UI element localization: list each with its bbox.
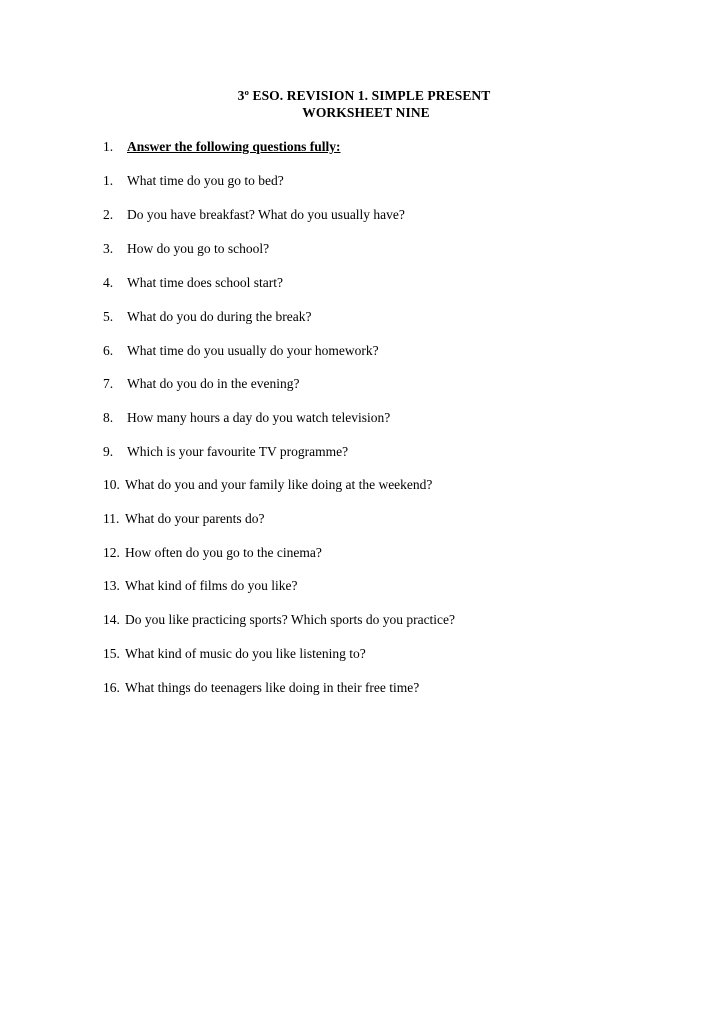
question-row <box>103 476 432 494</box>
question-number: 3. <box>103 241 114 256</box>
instruction-text: Answer the following questions fully: <box>127 139 341 154</box>
question-text: Do you like practicing sports? Which sports do you practice? <box>125 612 456 627</box>
question-row <box>103 679 419 697</box>
question-text: What time do you usually do your homework? <box>127 343 379 358</box>
instruction-row <box>103 138 341 156</box>
question-number: 15. <box>103 646 120 661</box>
question-number: 16. <box>103 680 120 695</box>
question-row <box>103 342 379 360</box>
question-number: 4. <box>103 275 114 290</box>
question-number: 11. <box>103 511 120 526</box>
question-number: 8. <box>103 410 114 425</box>
question-text: Do you have breakfast? What do you usually have? <box>127 207 405 222</box>
question-number: 7. <box>103 376 114 391</box>
question-row <box>103 544 322 562</box>
question-number: 9. <box>103 444 114 459</box>
question-number: 2. <box>103 207 114 222</box>
worksheet-title <box>0 87 728 121</box>
question-row <box>103 409 390 427</box>
question-row <box>103 206 405 224</box>
question-row <box>103 443 348 461</box>
question-row <box>103 577 297 595</box>
question-number: 6. <box>103 343 114 358</box>
question-row <box>103 240 269 258</box>
question-text: What things do teenagers like doing in their free time? <box>125 680 420 695</box>
question-text: How do you go to school? <box>127 241 270 256</box>
question-number: 12. <box>103 545 120 560</box>
title-line-1: 3º ESO. REVISION 1. SIMPLE PRESENT <box>237 88 491 103</box>
title-line-2: WORKSHEET NINE <box>302 105 430 120</box>
question-row <box>103 375 299 393</box>
question-text: What kind of music do you like listening to? <box>125 646 366 661</box>
question-row <box>103 274 283 292</box>
question-text: What kind of films do you like? <box>125 578 298 593</box>
question-text: What do you do in the evening? <box>127 376 300 391</box>
question-text: How often do you go to the cinema? <box>125 545 322 560</box>
question-number: 10. <box>103 477 120 492</box>
question-text: What do you do during the break? <box>127 309 312 324</box>
question-text: What time does school start? <box>127 275 283 290</box>
question-text: What do your parents do? <box>125 511 265 526</box>
question-row <box>103 611 455 629</box>
question-number: 1. <box>103 173 114 188</box>
question-row <box>103 172 284 190</box>
question-number: 5. <box>103 309 114 324</box>
question-row <box>103 510 264 528</box>
question-text: How many hours a day do you watch television? <box>127 410 391 425</box>
question-row <box>103 645 366 663</box>
question-text: What time do you go to bed? <box>127 173 284 188</box>
question-number: 13. <box>103 578 120 593</box>
question-text: Which is your favourite TV programme? <box>127 444 349 459</box>
question-text: What do you and your family like doing at the weekend? <box>125 477 433 492</box>
question-number: 14. <box>103 612 120 627</box>
instruction-number: 1. <box>103 139 114 154</box>
question-row <box>103 308 311 326</box>
